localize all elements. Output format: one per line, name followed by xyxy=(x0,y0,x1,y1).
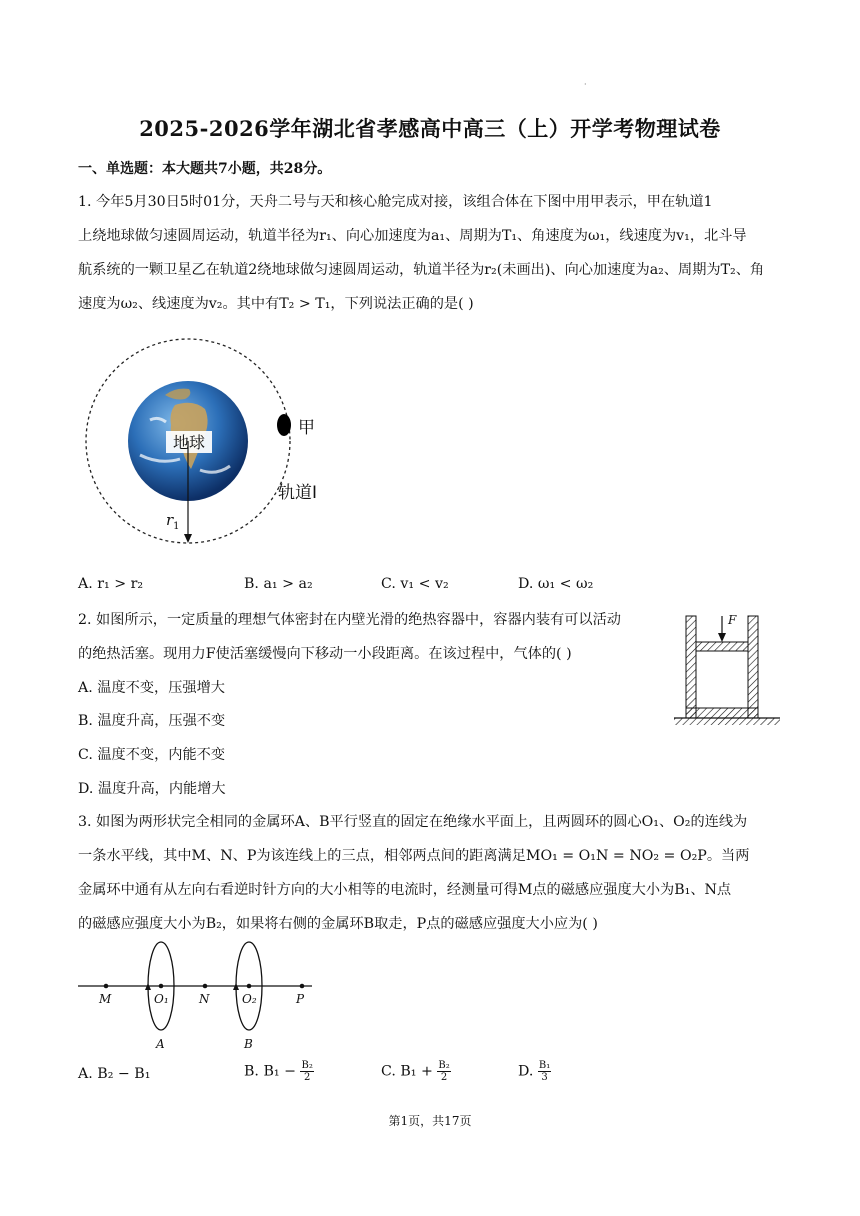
earth-label: 地球 xyxy=(172,433,206,452)
q3-line-4: 的磁感应强度大小为B₂，如果将右侧的金属环B取走，P点的磁感应强度大小应为( ) xyxy=(78,916,598,932)
q3-option-c-fraction: $\frac{\text{B₂}}{2}$ xyxy=(438,1060,450,1083)
radius-arrow-head xyxy=(184,534,192,543)
point-o2 xyxy=(247,984,252,989)
q2-line-2: 的绝热活塞。现用力F使活塞缓慢向下移动一小段距离。在该过程中，气体的( ) xyxy=(78,646,572,662)
point-o1 xyxy=(159,984,164,989)
page-title: 2025-2026学年湖北省孝感高中高三（上）开学考物理试卷 xyxy=(139,116,721,141)
container-right-wall xyxy=(748,616,758,718)
q1-option-b[interactable]: B. a₁ > a₂ xyxy=(244,576,313,592)
q3-rings-figure xyxy=(76,938,326,1054)
q1-line-2: 上绕地球做匀速圆周运动，轨道半径为r₁、向心加速度为a₁、周期为T₁、角速度为ω₁，线速度为v₁，北斗导 xyxy=(78,228,747,244)
q3-option-d[interactable] xyxy=(518,1060,551,1083)
label-p: P xyxy=(296,992,305,1006)
container-bottom xyxy=(686,708,758,718)
q3-option-c-prefix: C. B₁ + xyxy=(381,1063,433,1080)
label-a: A xyxy=(156,1037,165,1051)
q2-option-a[interactable]: A. 温度不变，压强增大 xyxy=(78,680,225,696)
q3-option-b-fraction: $\frac{\text{B₂}}{2}$ xyxy=(301,1060,313,1083)
point-p xyxy=(300,984,305,989)
container-left-wall xyxy=(686,616,696,718)
q3-option-c[interactable] xyxy=(381,1060,451,1083)
q3-option-b-prefix: B. B₁ − xyxy=(244,1063,296,1080)
q2-line-1: 2. 如图所示，一定质量的理想气体密封在内壁光滑的绝热容器中，容器内装有可以活动 xyxy=(78,612,621,628)
label-b: B xyxy=(244,1037,253,1051)
q3-option-b[interactable] xyxy=(244,1060,314,1083)
orbit-label: 轨道I xyxy=(278,483,318,503)
radius-label: $r_1$ xyxy=(166,511,180,532)
label-m: M xyxy=(99,992,112,1006)
satellite-label: 甲 xyxy=(298,418,315,438)
point-n xyxy=(203,984,208,989)
q1-line-4: 速度为ω₂、线速度为v₂。其中有T₂ > T₁，下列说法正确的是( ) xyxy=(78,296,474,312)
section-heading: 一、单选题：本大题共7小题，共28分。 xyxy=(78,161,332,177)
q2-option-d[interactable]: D. 温度升高，内能增大 xyxy=(78,781,226,797)
label-n: N xyxy=(199,992,210,1006)
q3-line-1: 3. 如图为两形状完全相同的金属环A、B平行竖直的固定在绝缘水平面上，且两圆环的圆心O₁、O₂的连线为 xyxy=(78,814,748,830)
q2-option-c[interactable]: C. 温度不变，内能不变 xyxy=(78,747,226,763)
header-dot: · xyxy=(584,80,587,89)
q3-option-d-fraction: $\frac{\text{B₁}}{3}$ xyxy=(538,1060,551,1083)
q3-option-a[interactable]: A. B₂ − B₁ xyxy=(78,1066,151,1082)
q2-option-b[interactable]: B. 温度升高，压强不变 xyxy=(78,713,226,729)
satellite-jia xyxy=(277,414,291,436)
label-o2: O₂ xyxy=(242,992,257,1006)
force-label: F xyxy=(728,613,737,627)
q1-option-d[interactable]: D. ω₁ < ω₂ xyxy=(518,576,594,592)
ground xyxy=(674,718,780,725)
q3-line-3: 金属环中通有从左向右看逆时针方向的大小相等的电流时，经测量可得M点的磁感应强度大小为B₁、N点 xyxy=(78,882,732,898)
label-o1: O₁ xyxy=(154,992,169,1006)
q2-container-figure xyxy=(672,608,784,732)
page-footer: 第1页，共17页 xyxy=(388,1114,472,1128)
q1-line-3: 航系统的一颗卫星乙在轨道2绕地球做匀速圆周运动，轨道半径为r₂(未画出)、向心加速度为a₂、周期为T₂、角 xyxy=(78,262,765,278)
q1-orbit-figure xyxy=(80,335,340,555)
force-arrow-head xyxy=(718,633,726,642)
point-m xyxy=(104,984,109,989)
q1-line-1: 1. 今年5月30日5时01分，天舟二号与天和核心舱完成对接，该组合体在下图中用甲表示，甲在轨道1 xyxy=(78,194,713,210)
piston xyxy=(696,642,748,651)
q3-line-2: 一条水平线，其中M、N、P为该连线上的三点，相邻两点间的距离满足MO₁ = O₁N = NO₂ = O₂P。当两 xyxy=(78,848,750,864)
q1-option-c[interactable]: C. v₁ < v₂ xyxy=(381,576,449,592)
q1-option-a[interactable]: A. r₁ > r₂ xyxy=(78,576,144,592)
q3-option-d-prefix: D. xyxy=(518,1063,534,1080)
